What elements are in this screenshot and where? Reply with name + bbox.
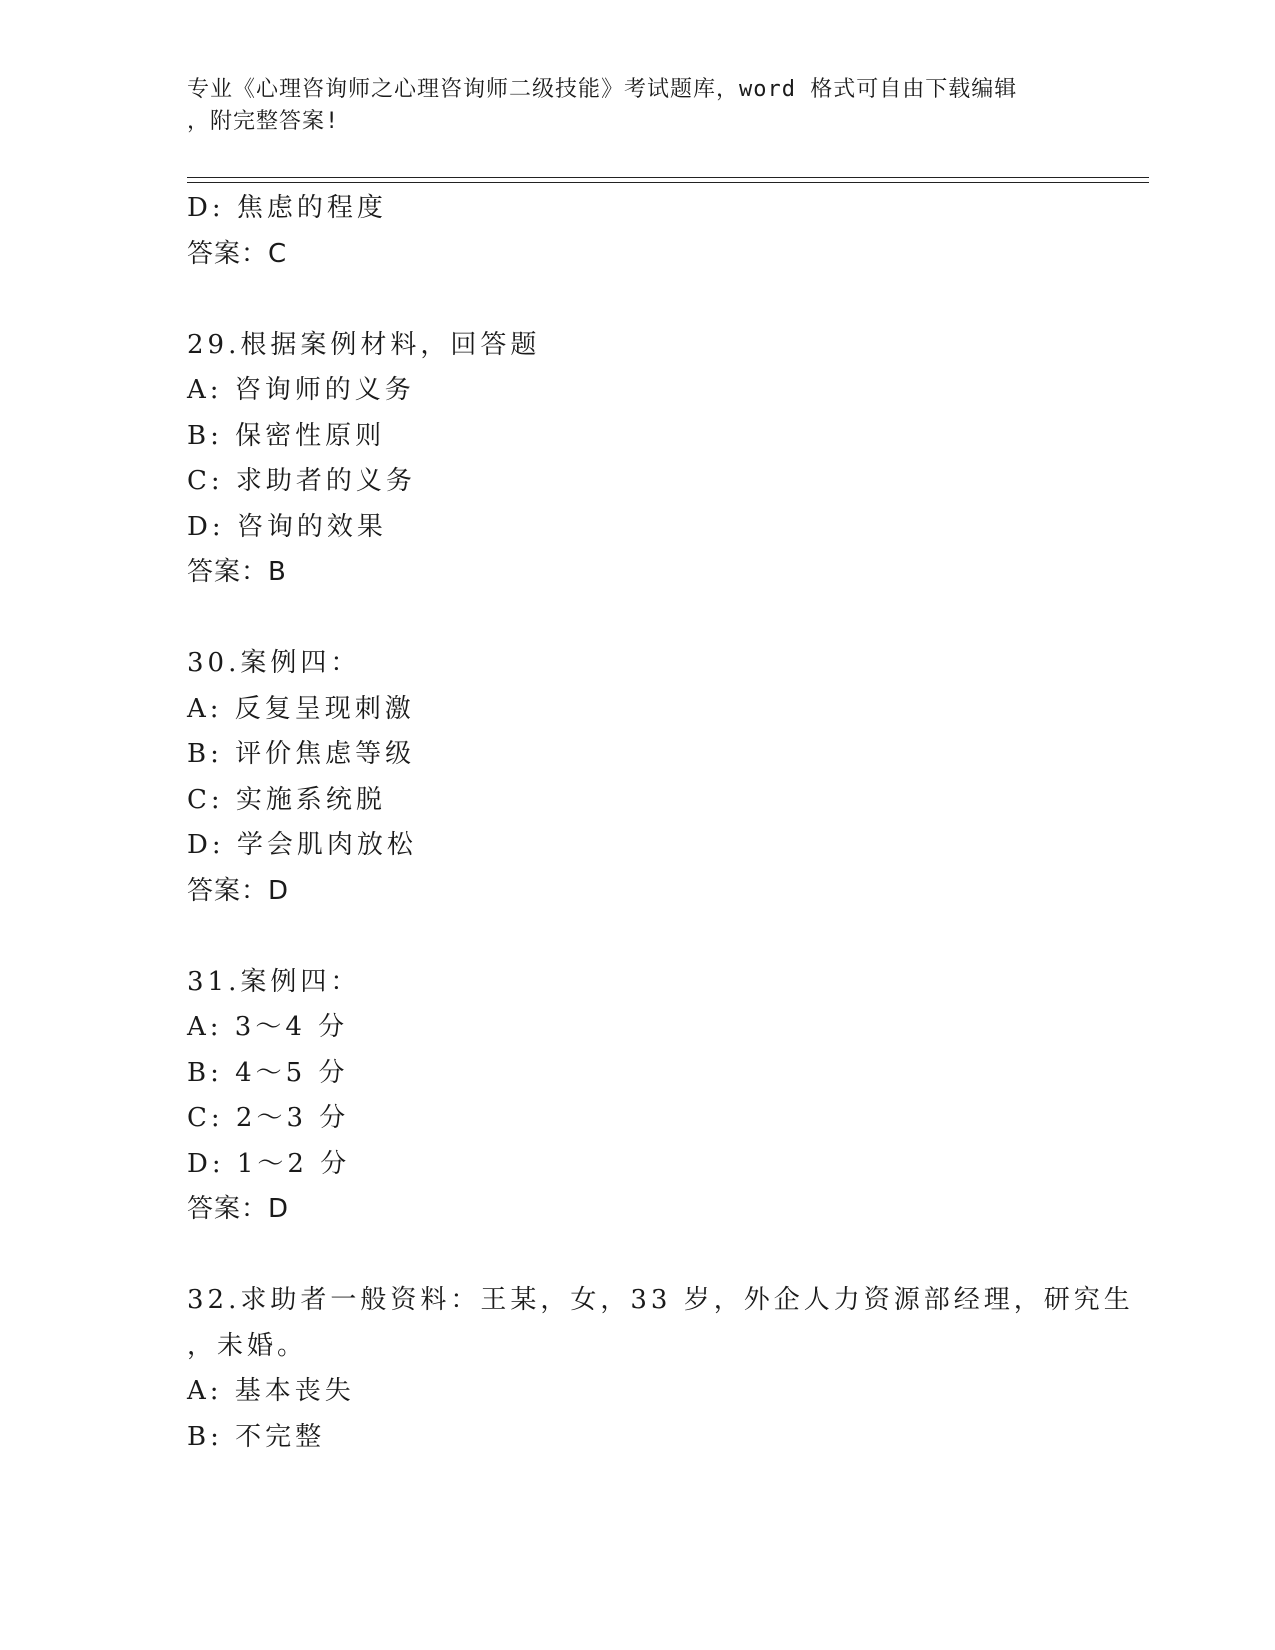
question-29-option-d: D: 咨询的效果 <box>187 511 387 542</box>
question-30-answer: 答案：D <box>187 875 290 906</box>
question-32-option-b: B: 不完整 <box>187 1421 326 1452</box>
spacer <box>187 596 1137 642</box>
question-31-option-a: A: 3～4 分 <box>187 1012 349 1042</box>
question-30-stem: 30.案例四： <box>187 648 361 678</box>
question-31-option-b: B: 4～5 分 <box>187 1057 349 1088</box>
question-31-answer: 答案：D <box>187 1194 290 1224</box>
question-31-option-d: D: 1～2 分 <box>187 1148 351 1179</box>
question-29-answer: 答案：B <box>187 557 287 587</box>
question-32-stem-line-2: ，未婚。 <box>187 1330 308 1361</box>
question-29-stem: 29.根据案例材料，回答题 <box>187 329 541 360</box>
question-30-option-a: A: 反复呈现刺激 <box>187 693 415 724</box>
option-d: D: 焦虑的程度 <box>187 193 387 223</box>
spacer <box>187 1233 1137 1279</box>
question-32-option-a: A: 基本丧失 <box>187 1376 355 1406</box>
header-divider-bottom <box>187 182 1149 183</box>
question-30-option-c: C: 实施系统脱 <box>187 784 386 815</box>
spacer <box>187 277 1137 323</box>
question-29-option-b: B: 保密性原则 <box>187 420 386 451</box>
spacer <box>187 914 1137 960</box>
question-31-option-c: C: 2～3 分 <box>187 1103 350 1133</box>
header-divider-top <box>187 177 1149 178</box>
question-32-stem-line-1: 32.求助者一般资料：王某，女，33 岁，外企人力资源部经理，研究生 <box>187 1285 1134 1315</box>
question-list <box>187 186 1137 1460</box>
document-header <box>187 74 1087 138</box>
answer-line: 答案：C <box>187 238 288 269</box>
question-30-option-b: B: 评价焦虑等级 <box>187 739 416 769</box>
question-29-option-a: A: 咨询师的义务 <box>187 375 415 405</box>
header-line-2: ，附完整答案! <box>187 109 340 134</box>
question-30-option-d: D: 学会肌肉放松 <box>187 830 417 860</box>
header-line-1: 专业《心理咨询师之心理咨询师二级技能》考试题库，word 格式可自由下载编辑 <box>187 77 1018 102</box>
question-29-option-c: C: 求助者的义务 <box>187 466 416 496</box>
question-31-stem: 31.案例四： <box>187 966 361 997</box>
